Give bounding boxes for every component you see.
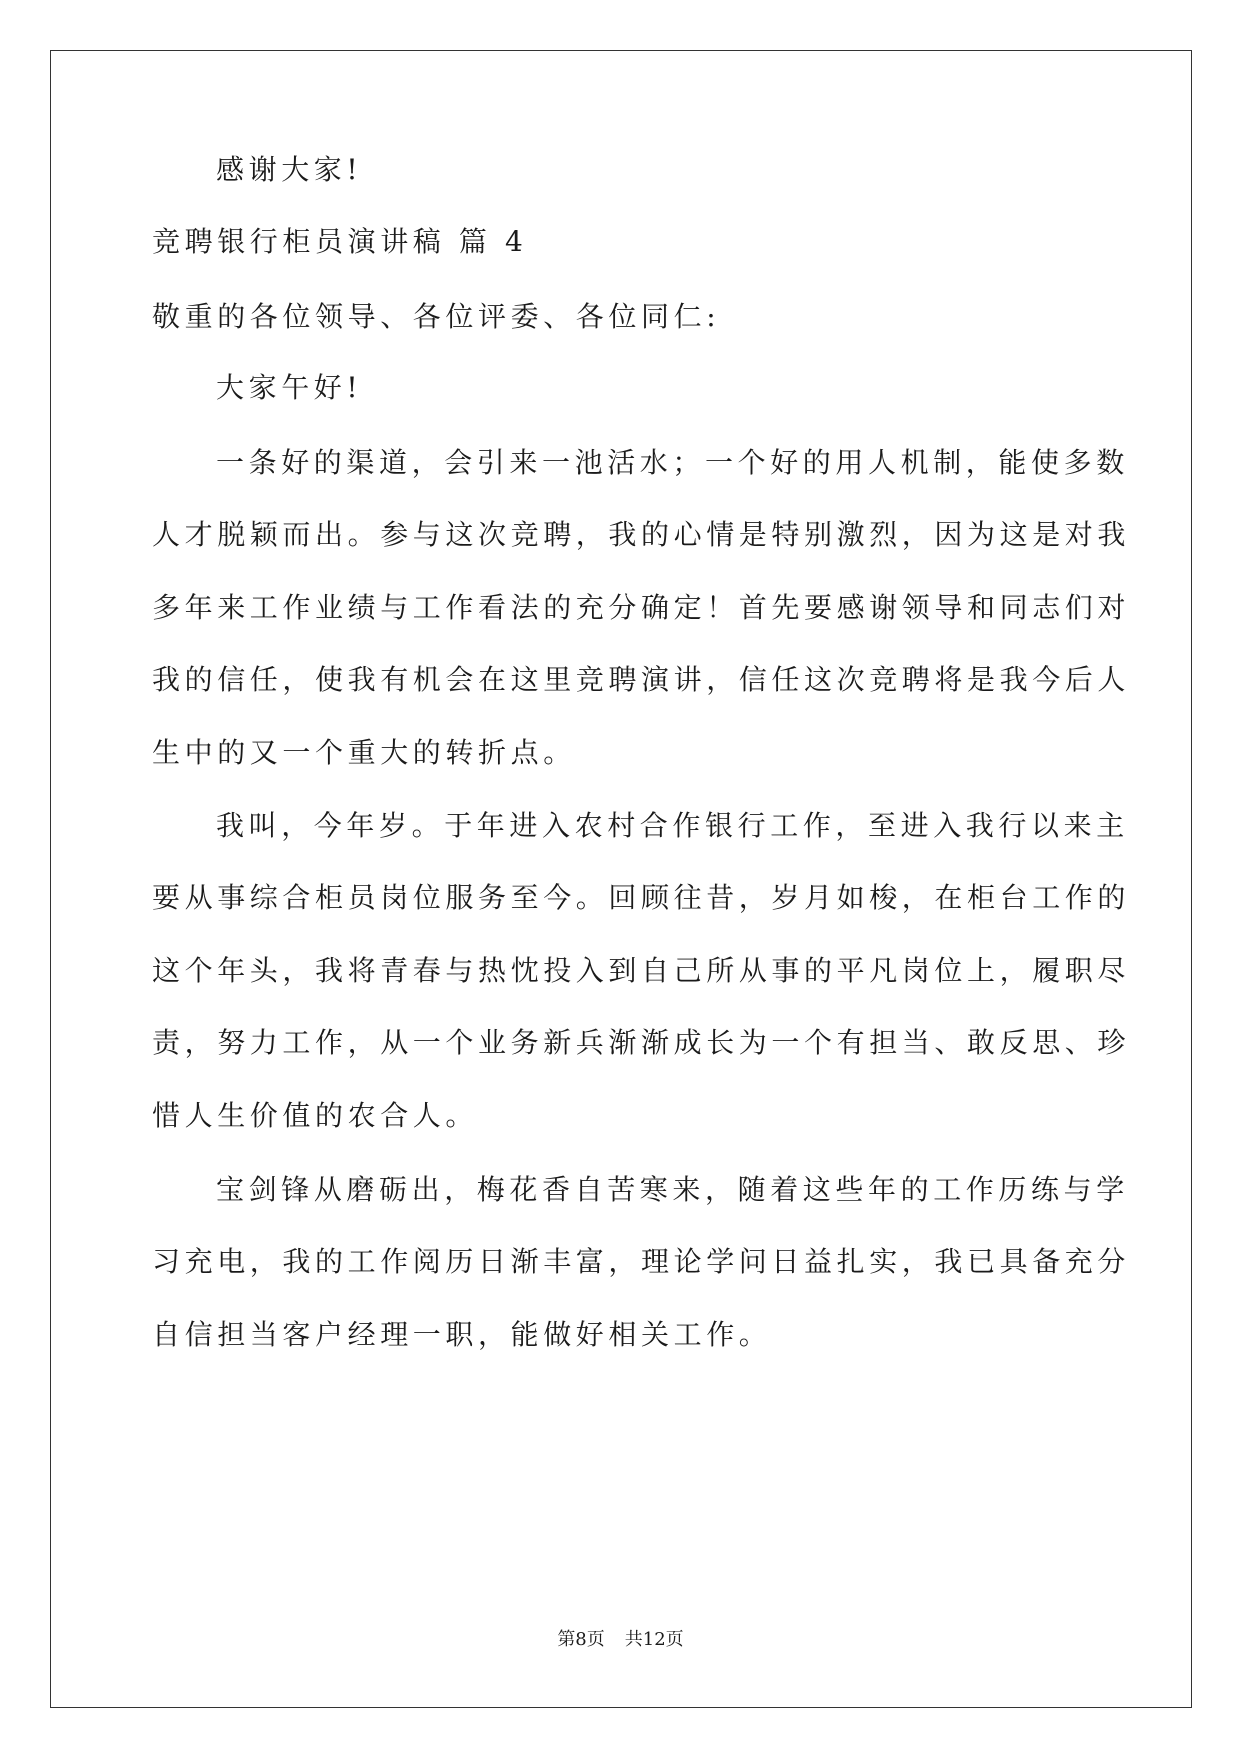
paragraph-line: 责，努力工作，从一个业务新兵渐渐成长为一个有担当、敢反思、珍 — [152, 1026, 1131, 1059]
salutation: 敬重的各位领导、各位评委、各位同仁: — [152, 300, 721, 333]
paragraph-line: 习充电，我的工作阅历日渐丰富，理论学问日益扎实，我已具备充分 — [152, 1245, 1131, 1278]
page-total: 共12页 — [624, 1629, 684, 1650]
greeting: 大家午好! — [216, 371, 363, 404]
paragraph-line: 自信担当客户经理一职，能做好相关工作。 — [152, 1318, 772, 1351]
paragraph-line: 我的信任，使我有机会在这里竞聘演讲，信任这次竞聘将是我今后人 — [152, 663, 1131, 696]
page-footer — [0, 1628, 1241, 1652]
paragraph-line: 多年来工作业绩与工作看法的充分确定！首先要感谢领导和同志们对 — [152, 591, 1131, 624]
paragraph-line: 要从事综合柜员岗位服务至今。回顾往昔，岁月如梭，在柜台工作的 — [152, 881, 1131, 914]
paragraph-line: 惜人生价值的农合人。 — [152, 1099, 479, 1132]
closing-thanks: 感谢大家! — [216, 153, 363, 186]
paragraph-line: 我叫，今年岁。于年进入农村合作银行工作，至进入我行以来主 — [216, 809, 1129, 842]
paragraph-line: 人才脱颖而出。参与这次竞聘，我的心情是特别激烈，因为这是对我 — [152, 518, 1131, 551]
paragraph-line: 宝剑锋从磨砺出，梅花香自苦寒来，随着这些年的工作历练与学 — [216, 1173, 1129, 1206]
paragraph-line: 一条好的渠道，会引来一池活水；一个好的用人机制，能使多数 — [216, 446, 1129, 479]
page-number: 第8页 — [557, 1629, 605, 1650]
paragraph-line: 这个年头，我将青春与热忱投入到自己所从事的平凡岗位上，履职尽 — [152, 954, 1131, 987]
paragraph-line: 生中的又一个重大的转折点。 — [152, 736, 576, 769]
section-title: 竞聘银行柜员演讲稿 篇 4 — [152, 225, 528, 258]
